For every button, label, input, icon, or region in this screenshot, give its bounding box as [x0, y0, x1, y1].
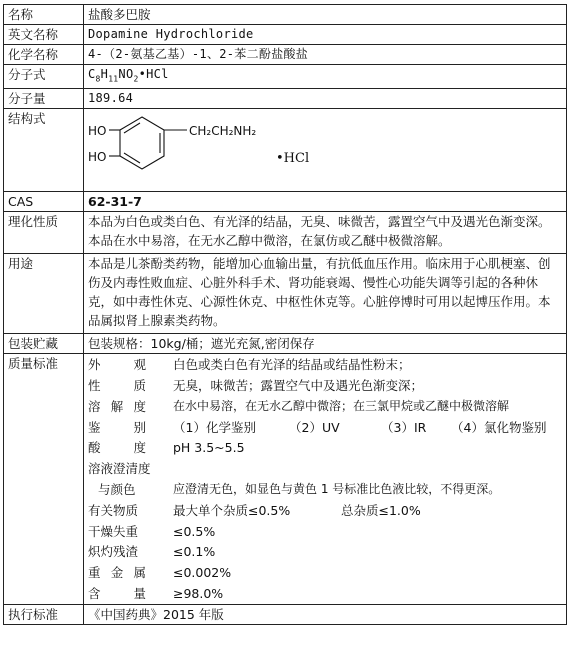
q-impurities-value	[173, 501, 562, 520]
q-assay-key-b: 量	[133, 586, 146, 602]
value-english: Dopamine Hydrochloride	[84, 25, 567, 45]
row-standard	[4, 604, 567, 624]
q-heavy-key-b: 金	[110, 565, 124, 581]
q-identification-key-b: 别	[133, 419, 146, 435]
q-nature-key	[88, 376, 173, 395]
q-solubility-key-c: 度	[133, 398, 146, 414]
formula-o-sub: 2	[133, 74, 139, 84]
q-identification-value	[173, 418, 562, 437]
q-nature	[88, 375, 562, 396]
ho-top-label: HO	[88, 124, 107, 139]
q-appearance-value: 白色或类白色有光泽的结晶或结晶性粉末；	[173, 357, 411, 373]
label-standard: 执行标准	[4, 604, 84, 624]
hcl-label: •HCl	[276, 151, 310, 167]
q-clarity-title	[88, 458, 562, 479]
label-formula: 分子式	[4, 65, 84, 89]
value-props: 本品为白色或类白色、有光泽的结晶，无臭、味微苦，露置空气中及遇光色渐变深。本品在水中易溶，在无水乙醇中微溶，在氯仿或乙醚中极微溶解。	[84, 212, 567, 254]
q-solubility-key-b: 解	[110, 398, 124, 414]
ho-bottom-label: HO	[88, 150, 107, 165]
q-heavy-key-a: 重	[88, 565, 101, 581]
ring-double-bond-3	[124, 153, 140, 163]
q-clarity-value: 应澄清无色，如显色与黄色 1 号标准比色液比较，不得更深。	[173, 482, 501, 497]
ring-double-bond-2	[124, 123, 140, 133]
q-appearance-key-b: 观	[133, 357, 146, 373]
q-appearance-key	[88, 355, 173, 374]
value-name: 盐酸多巴胺	[84, 5, 567, 25]
formula-c: C	[88, 67, 96, 81]
q-impurities-key: 有关物质	[88, 502, 139, 518]
q-assay	[88, 583, 562, 604]
q-assay-key-a: 含	[88, 586, 101, 602]
q-roi-key: 炽灼残渣	[88, 544, 139, 560]
q-impurities-total: 总杂质≤1.0%	[341, 502, 421, 518]
q-acidity-key	[88, 438, 173, 457]
q-lod-value: ≤0.5%	[173, 523, 216, 539]
q-acidity	[88, 438, 562, 459]
formula-h: H	[100, 67, 109, 81]
q-solubility-key-a: 溶	[88, 398, 101, 414]
value-structure	[84, 109, 567, 192]
row-mw	[4, 89, 567, 109]
row-props	[4, 212, 567, 254]
label-quality: 质量标准	[4, 354, 84, 605]
row-name	[4, 5, 567, 25]
row-english	[4, 25, 567, 45]
row-formula	[4, 65, 567, 89]
label-props: 理化性质	[4, 212, 84, 254]
label-use: 用途	[4, 254, 84, 334]
q-solubility-key	[88, 397, 173, 416]
label-chem: 化学名称	[4, 45, 84, 65]
q-heavy	[88, 562, 562, 583]
q-impurities-single: 最大单个杂质≤0.5%	[173, 502, 291, 518]
id-item-1: （1）化学鉴别	[173, 419, 256, 435]
label-english: 英文名称	[4, 25, 84, 45]
row-chem	[4, 45, 567, 65]
q-assay-value: ≥98.0%	[173, 586, 224, 602]
q-solubility-value: 在水中易溶，在无水乙醇中微溶；在三氯甲烷或乙醚中极微溶解	[173, 398, 510, 413]
q-roi	[88, 542, 562, 563]
q-clarity	[88, 479, 562, 500]
label-mw: 分子量	[4, 89, 84, 109]
formula-h-sub: 11	[108, 74, 119, 84]
label-name: 名称	[4, 5, 84, 25]
q-lod	[88, 521, 562, 542]
q-nature-value: 无臭，味微苦；露置空气中及遇光色渐变深；	[173, 378, 424, 394]
q-clarity-key: 与颜色	[98, 482, 136, 498]
formula-c-sub: 8	[95, 74, 101, 84]
row-structure	[4, 109, 567, 192]
q-acidity-key-b: 度	[133, 440, 146, 456]
row-cas	[4, 192, 567, 212]
q-heavy-value: ≤0.002%	[173, 565, 232, 581]
structure-diagram	[84, 109, 564, 191]
q-heavy-key	[88, 563, 173, 582]
id-item-2: （2）UV	[289, 419, 340, 435]
q-lod-key: 干燥失重	[88, 523, 139, 539]
label-pack: 包装贮藏	[4, 334, 84, 354]
id-item-3: （3）IR	[381, 419, 427, 435]
row-use	[4, 254, 567, 334]
q-clarity-title-text: 溶液澄清度	[88, 461, 151, 477]
q-appearance	[88, 354, 562, 375]
value-quality	[84, 354, 567, 605]
benzene-ring	[109, 117, 187, 169]
value-pack: 包装规格：10kg/桶；遮光充氮,密闭保存	[84, 334, 567, 354]
q-identification-key	[88, 418, 173, 437]
q-roi-value: ≤0.1%	[173, 544, 216, 560]
value-mw: 189.64	[84, 89, 567, 109]
q-acidity-key-a: 酸	[88, 440, 101, 456]
chain-label: CH₂CH₂NH₂	[189, 124, 257, 139]
q-identification-key-a: 鉴	[88, 419, 101, 435]
formula-no: NO	[118, 67, 134, 81]
value-standard: 《中国药典》2015 年版	[84, 604, 567, 624]
q-impurities	[88, 500, 562, 521]
label-cas: CAS	[4, 192, 84, 212]
q-nature-key-b: 质	[133, 378, 146, 394]
q-appearance-key-a: 外	[88, 357, 101, 373]
q-identification	[88, 417, 562, 438]
q-nature-key-a: 性	[88, 378, 101, 394]
id-item-4: （4）氯化物鉴别	[451, 419, 547, 435]
q-heavy-key-c: 属	[133, 565, 146, 581]
label-structure: 结构式	[4, 109, 84, 192]
value-formula	[84, 65, 567, 89]
product-spec-sheet	[3, 4, 567, 644]
spec-table	[3, 4, 567, 625]
formula-salt: •HCl	[138, 67, 169, 81]
value-cas: 62-31-7	[84, 192, 567, 212]
ring-outline	[120, 117, 164, 169]
q-acidity-value: pH 3.5~5.5	[173, 440, 245, 456]
row-pack	[4, 334, 567, 354]
row-quality	[4, 354, 567, 605]
q-solubility	[88, 396, 562, 417]
q-assay-key	[88, 584, 173, 603]
value-chem: 4-（2-氨基乙基）-1、2-苯二酚盐酸盐	[84, 45, 567, 65]
value-use: 本品是儿茶酚类药物，能增加心血输出量，有抗低血压作用。临床用于心肌梗塞、创伤及内毒性败血症、心脏外科手术、肾功能衰竭、慢性心功能失调等引起的各种休克，如中毒性休克、心源性休克、中枢性休克等。心脏停博时可用以起博压作用。本品属拟肾上腺素类药物。	[84, 254, 567, 334]
